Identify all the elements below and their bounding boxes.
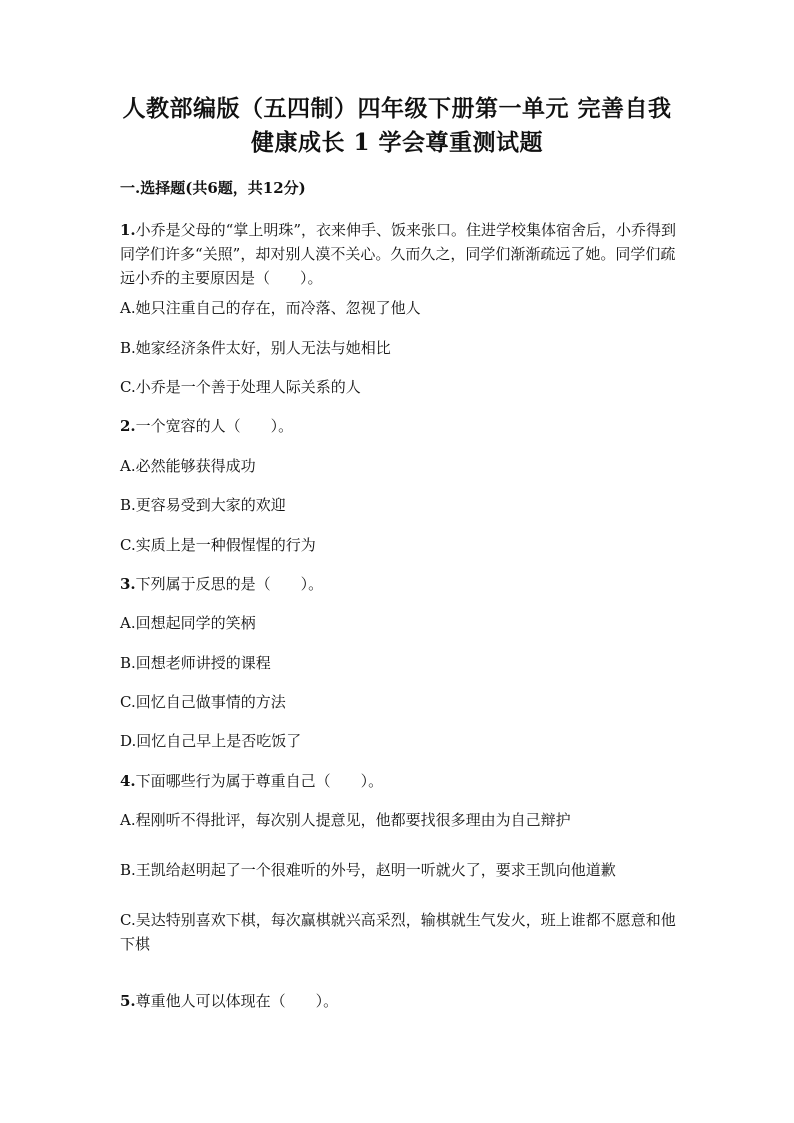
question-number: 1. (120, 221, 136, 239)
question-5 (120, 989, 680, 1013)
question-number: 5. (120, 992, 136, 1010)
question-2-option-a: A.必然能够获得成功 (120, 457, 256, 475)
question-1 (120, 218, 680, 290)
question-2-option-b: B.更容易受到大家的欢迎 (120, 496, 286, 514)
question-text: 尊重他人可以体现在（ ）。 (135, 992, 339, 1010)
document-title: 人教部编版（五四制）四年级下册第一单元 完善自我 健康成长 1 学会尊重测试题 (122, 95, 672, 156)
question-number: 2. (120, 417, 136, 435)
question-1-option-c: C.小乔是一个善于处理人际关系的人 (120, 378, 361, 396)
question-number: 3. (120, 575, 136, 593)
question-1-option-b: B.她家经济条件太好，别人无法与她相比 (120, 339, 391, 357)
question-4-option-a: A.程刚听不得批评，每次别人提意见，他都要找很多理由为自己辩护 (120, 811, 571, 829)
question-3-option-a: A.回想起同学的笑柄 (120, 614, 256, 632)
question-3-option-b: B.回想老师讲授的课程 (120, 654, 271, 672)
question-3-option-d: D.回忆自己早上是否吃饭了 (120, 732, 302, 750)
question-1-option-a: A.她只注重自己的存在，而冷落、忽视了他人 (120, 299, 421, 317)
question-4-option-c: C.吴达特别喜欢下棋，每次赢棋就兴高采烈，输棋就生气发火，班上谁都不愿意和他下棋 (120, 911, 676, 953)
question-number: 4. (120, 772, 136, 790)
question-text: 一个宽容的人（ ）。 (135, 417, 294, 435)
section-header: 一.选择题(共6题，共12分) (120, 179, 306, 197)
question-4 (120, 769, 680, 793)
question-text: 下列属于反思的是（ ）。 (135, 575, 324, 593)
question-text: 小乔是父母的“掌上明珠”，衣来伸手、饭来张口。住进学校集体宿舍后，小乔得到同学们许多“关照”，却对别人漠不关心。久而久之，同学们渐渐疏远了她。同学们疏远小乔的主要原因是（ ）。 (120, 221, 677, 287)
question-2-option-c: C.实质上是一种假惺惺的行为 (120, 536, 316, 554)
question-3-option-c: C.回忆自己做事情的方法 (120, 693, 286, 711)
question-2 (120, 414, 680, 438)
question-3 (120, 572, 680, 596)
question-4-option-b: B.王凯给赵明起了一个很难听的外号，赵明一听就火了，要求王凯向他道歉 (120, 861, 616, 879)
question-text: 下面哪些行为属于尊重自己（ ）。 (135, 772, 384, 790)
